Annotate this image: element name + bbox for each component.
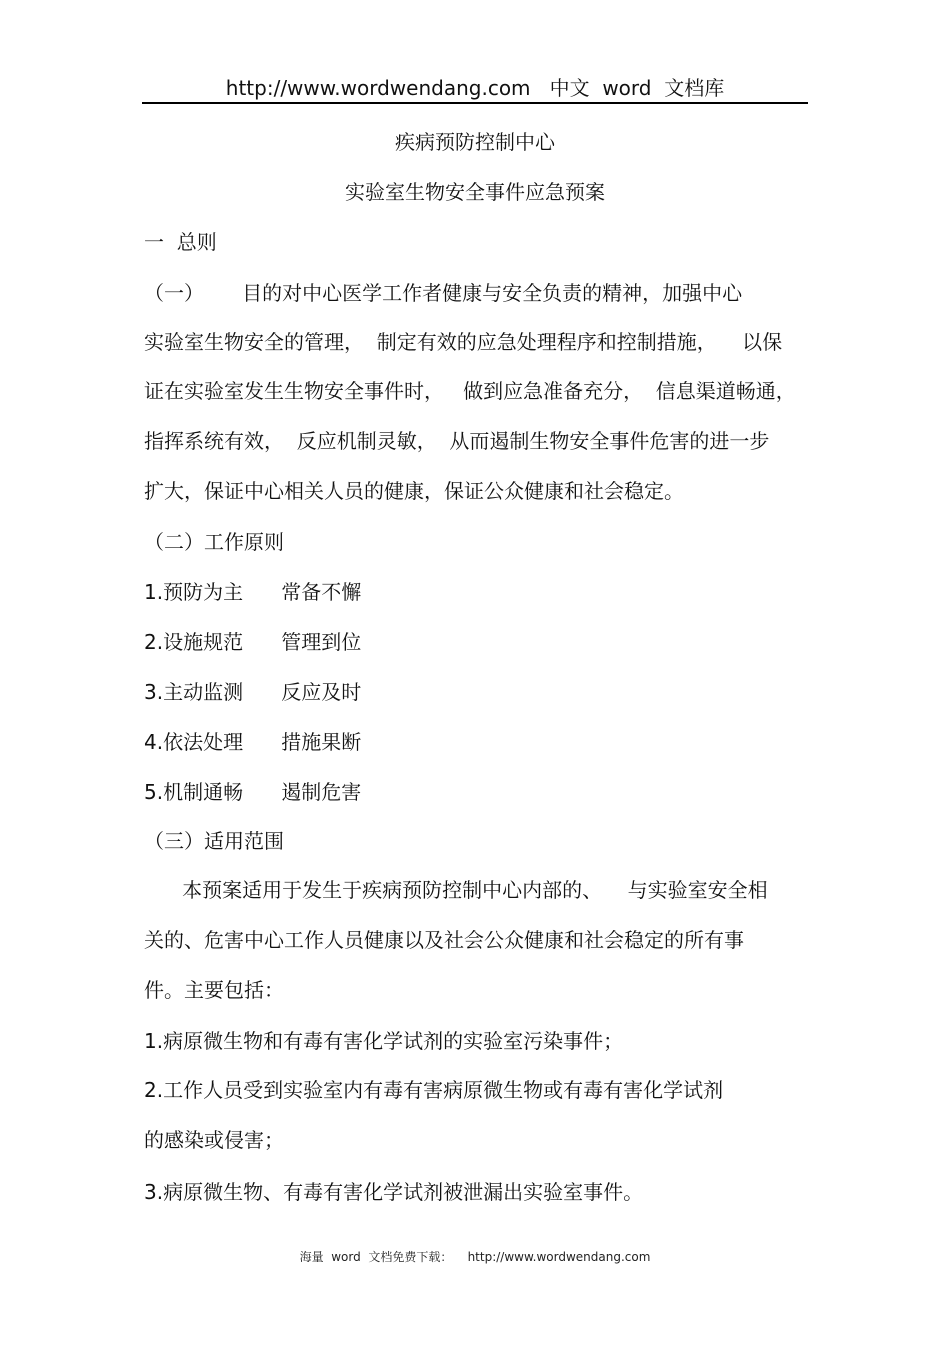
- purpose-line: 指挥系统有效， 反应机制灵敏， 从而遏制生物安全事件危害的进一步: [144, 429, 770, 453]
- purpose-line: 实验室生物安全的管理， 制定有效的应急处理程序和控制措施， 以保: [144, 330, 783, 354]
- principle-item: 5.机制通畅 遏制危害: [144, 780, 362, 804]
- scope-line: 本预案适用于发生于疾病预防控制中心内部的、 与实验室安全相: [144, 878, 768, 902]
- scope-line: 3.病原微生物、有毒有害化学试剂被泄漏出实验室事件。: [144, 1180, 644, 1204]
- purpose-line: 扩大，保证中心相关人员的健康，保证公众健康和社会稳定。: [144, 479, 684, 503]
- principle-item: 2.设施规范 管理到位: [144, 630, 362, 654]
- principle-item: 1.预防为主 常备不懈: [144, 580, 362, 604]
- purpose-line: 证在实验室发生生物安全事件时， 做到应急准备充分， 信息渠道畅通，: [144, 379, 796, 403]
- scope-line: 1.病原微生物和有毒有害化学试剂的实验室污染事件；: [144, 1029, 624, 1053]
- section-heading: 一 总则: [144, 230, 217, 254]
- scope-line: 2.工作人员受到实验室内有毒有害病原微生物或有毒有害化学试剂: [144, 1078, 724, 1102]
- scope-line: 关的、危害中心工作人员健康以及社会公众健康和社会稳定的所有事: [144, 928, 744, 952]
- scope-line: 的感染或侵害；: [144, 1128, 284, 1152]
- page-footer: 海量 word 文档免费下载： http://www.wordwendang.com: [299, 1250, 651, 1264]
- title-org: 疾病预防控制中心: [395, 130, 555, 154]
- scope-heading: （三）适用范围: [144, 829, 284, 853]
- purpose-line: （一） 目的对中心医学工作者健康与安全负责的精神，加强中心: [144, 281, 743, 305]
- title-name: 实验室生物安全事件应急预案: [345, 180, 605, 204]
- principle-item: 4.依法处理 措施果断: [144, 730, 362, 754]
- scope-line: 件。主要包括：: [144, 978, 284, 1002]
- page-header: http://www.wordwendang.com 中文 word 文档库: [142, 74, 808, 104]
- principle-item: 3.主动监测 反应及时: [144, 680, 362, 704]
- principles-heading: （二）工作原则: [144, 530, 284, 554]
